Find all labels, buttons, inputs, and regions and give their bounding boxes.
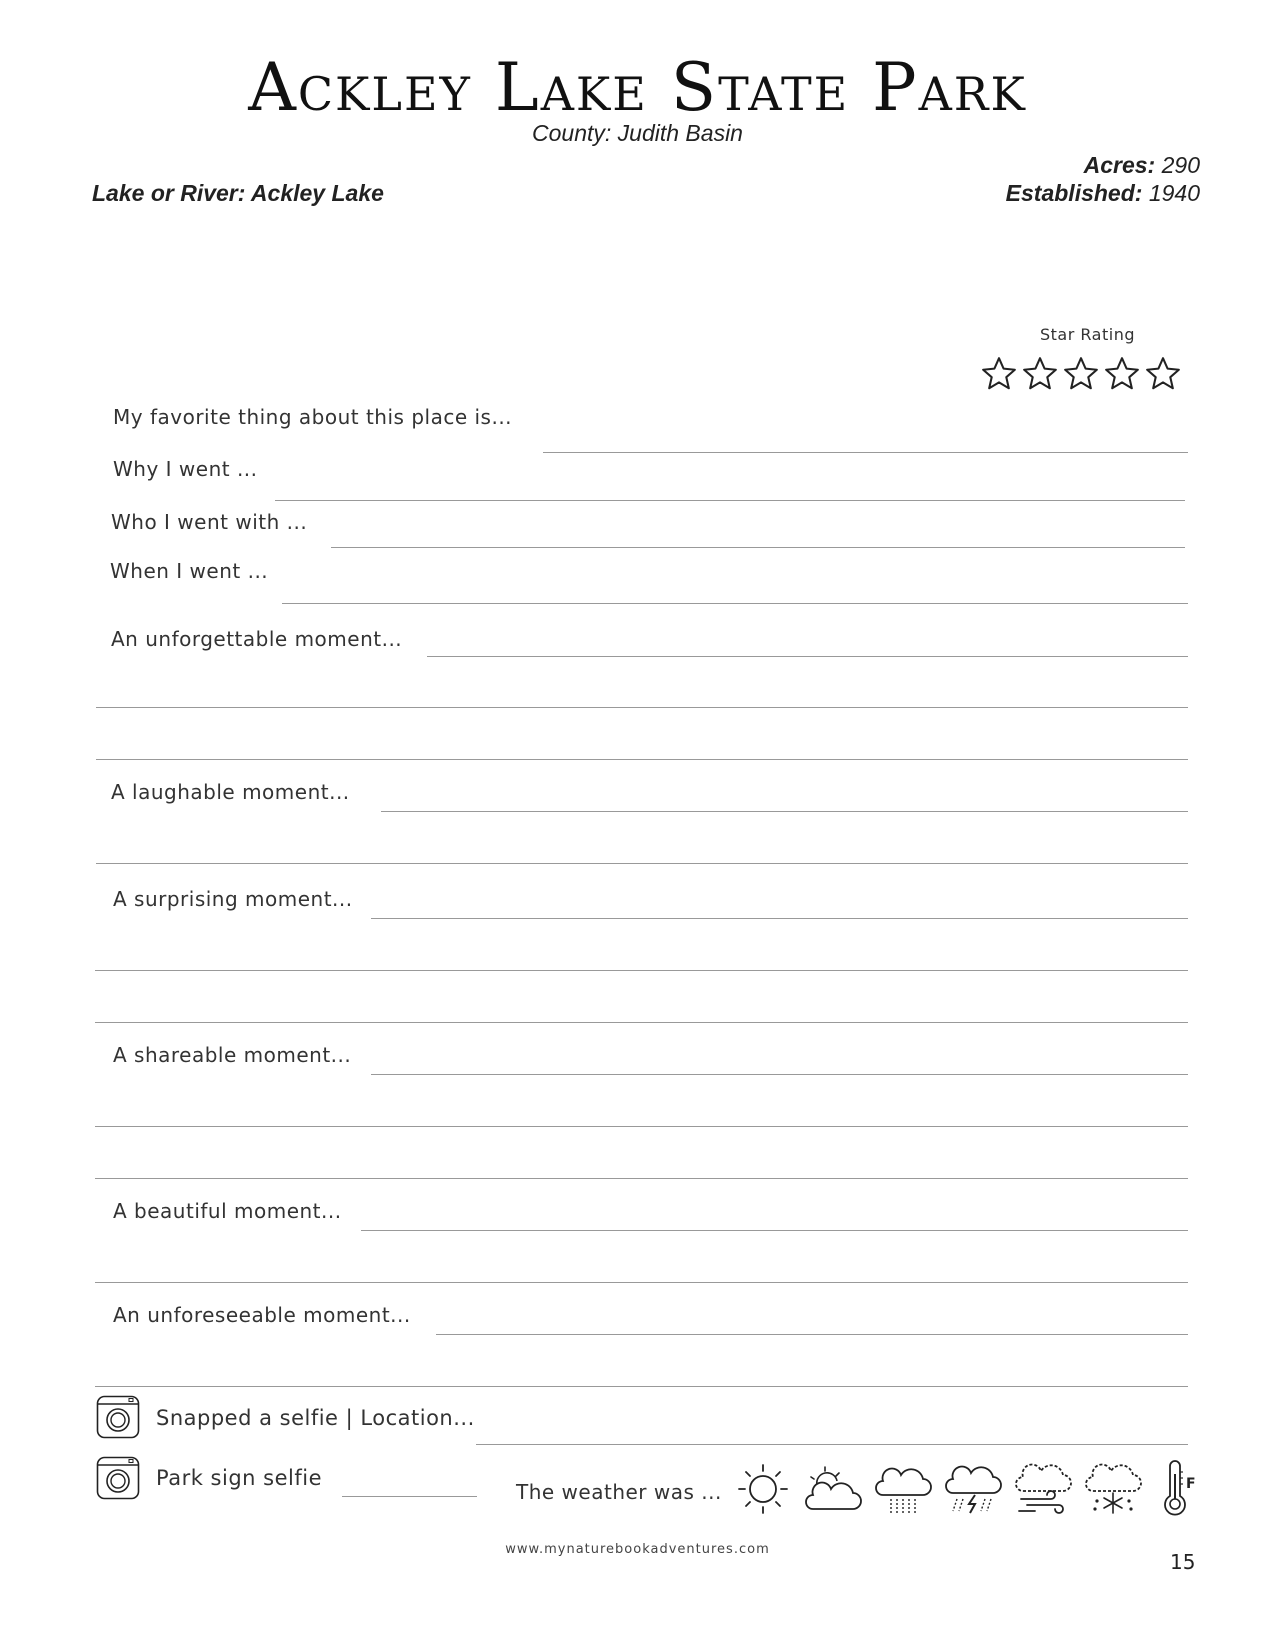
surprising-line-3[interactable] <box>95 1022 1188 1023</box>
beautiful-prompt: A beautiful moment... <box>113 1199 342 1223</box>
acres-value: 290 <box>1161 152 1200 178</box>
unforgettable-line-1[interactable] <box>427 656 1188 657</box>
favorite-line[interactable] <box>543 452 1188 453</box>
snow-icon[interactable] <box>1083 1463 1143 1515</box>
unforeseeable-line-1[interactable] <box>436 1334 1188 1335</box>
beautiful-line-1[interactable] <box>361 1230 1188 1231</box>
camera-icon[interactable] <box>96 1456 140 1500</box>
star-icon[interactable] <box>1021 355 1059 393</box>
acres-label: Acres: <box>1083 152 1156 178</box>
who-line[interactable] <box>331 547 1185 548</box>
park-sign-prompt: Park sign selfie <box>156 1466 322 1490</box>
unforeseeable-prompt: An unforeseeable moment... <box>113 1303 411 1327</box>
unforeseeable-line-2[interactable] <box>95 1386 1188 1387</box>
park-sign-line[interactable] <box>342 1496 477 1497</box>
who-prompt: Who I went with ... <box>111 510 308 534</box>
partly-cloudy-icon[interactable] <box>803 1463 863 1515</box>
footer-url: www.mynaturebookadventures.com <box>505 1542 770 1557</box>
why-line[interactable] <box>275 500 1185 501</box>
surprising-line-1[interactable] <box>371 918 1188 919</box>
star-rating-label: Star Rating <box>1040 325 1135 344</box>
rain-icon[interactable] <box>873 1463 933 1515</box>
established-label: Established: <box>1005 180 1143 206</box>
surprising-line-2[interactable] <box>95 970 1188 971</box>
acres-row <box>1000 152 1200 179</box>
shareable-line-1[interactable] <box>371 1074 1188 1075</box>
page-title: Ackley Lake State Park <box>248 49 1027 126</box>
when-line[interactable] <box>282 603 1188 604</box>
shareable-line-2[interactable] <box>95 1126 1188 1127</box>
weather-prompt: The weather was ... <box>516 1480 722 1504</box>
star-icon[interactable] <box>980 355 1018 393</box>
lake-label: Lake or River: Ackley Lake <box>92 180 384 206</box>
why-prompt: Why I went ... <box>113 457 258 481</box>
thermometer-icon[interactable] <box>1160 1460 1204 1518</box>
star-icon[interactable] <box>1103 355 1141 393</box>
shareable-line-3[interactable] <box>95 1178 1188 1179</box>
thunderstorm-icon[interactable] <box>943 1463 1003 1515</box>
page-number: 15 <box>1170 1550 1196 1574</box>
unforgettable-line-3[interactable] <box>96 759 1188 760</box>
star-icon[interactable] <box>1062 355 1100 393</box>
wind-icon[interactable] <box>1013 1463 1073 1515</box>
county-label: County: Judith Basin <box>532 120 743 146</box>
laughable-prompt: A laughable moment... <box>111 780 350 804</box>
surprising-prompt: A surprising moment... <box>113 887 353 911</box>
beautiful-line-2[interactable] <box>95 1282 1188 1283</box>
star-rating[interactable] <box>980 355 1185 397</box>
selfie-prompt: Snapped a selfie | Location... <box>156 1406 475 1430</box>
sun-icon[interactable] <box>733 1463 793 1515</box>
shareable-prompt: A shareable moment... <box>113 1043 352 1067</box>
selfie-location-line[interactable] <box>476 1444 1188 1445</box>
laughable-line-1[interactable] <box>381 811 1188 812</box>
laughable-line-2[interactable] <box>96 863 1188 864</box>
star-icon[interactable] <box>1144 355 1182 393</box>
unforgettable-prompt: An unforgettable moment... <box>111 627 403 651</box>
established-row <box>950 180 1200 207</box>
thermometer-unit: F <box>1186 1476 1196 1492</box>
camera-icon[interactable] <box>96 1395 140 1439</box>
unforgettable-line-2[interactable] <box>96 707 1188 708</box>
favorite-prompt: My favorite thing about this place is... <box>113 405 513 429</box>
established-value: 1940 <box>1148 180 1200 206</box>
when-prompt: When I went ... <box>110 559 269 583</box>
